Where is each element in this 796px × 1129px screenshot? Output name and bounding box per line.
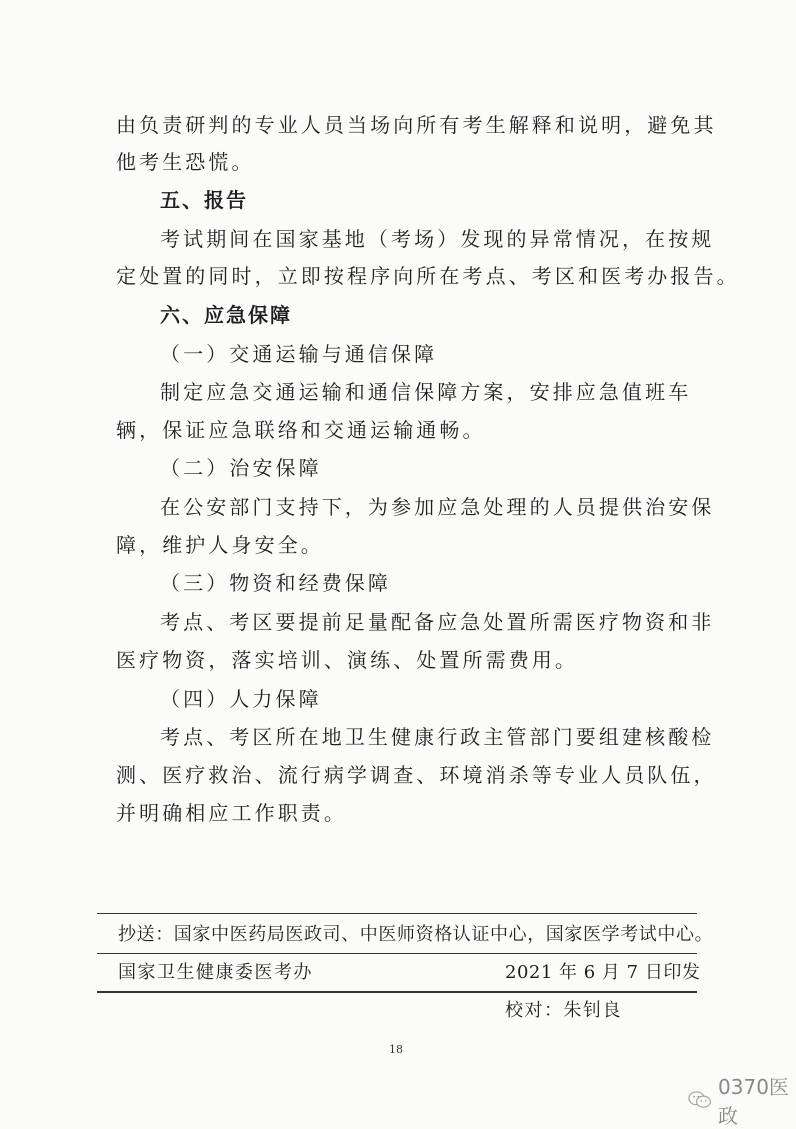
subheading-security: （二）治安保障 (160, 456, 322, 480)
section-heading-report: 五、报告 (160, 188, 248, 212)
issue-date: 2021 年 6 月 7 日印发 (505, 962, 701, 983)
page-number: 18 (389, 1043, 403, 1056)
body-line: 由负责研判的专业人员当场向所有考生解释和说明，避免其 (116, 113, 717, 137)
body-line: 医疗物资，落实培训、演练、处置所需费用。 (116, 648, 578, 672)
divider (97, 953, 697, 954)
subheading-manpower: （四）人力保障 (160, 687, 322, 711)
cc-list: 抄送：国家中医药局医政司、中医师资格认证中心，国家医学考试中心。 (118, 924, 714, 945)
body-line: 障，维护人身安全。 (116, 533, 324, 557)
divider (97, 991, 697, 993)
body-line: 定处置的同时，立即按程序向所在考点、考区和医考办报告。 (116, 264, 740, 288)
subheading-supplies: （三）物资和经费保障 (160, 571, 391, 595)
divider (97, 913, 697, 914)
body-line: 考点、考区要提前足量配备应急处置所需医疗物资和非 (160, 610, 715, 634)
body-line: 他考生恐慌。 (116, 150, 255, 174)
body-line: 在公安部门支持下，为参加应急处理的人员提供治安保 (160, 495, 715, 519)
body-line: 测、医疗救治、流行病学调查、环境消杀等专业人员队伍， (116, 763, 717, 787)
issuer: 国家卫生健康委医考办 (118, 962, 313, 983)
body-line: 辆，保证应急联络和交通运输通畅。 (116, 418, 486, 442)
section-heading-emergency: 六、应急保障 (160, 303, 292, 327)
subheading-transport: （一）交通运输与通信保障 (160, 342, 438, 366)
body-line: 考试期间在国家基地（考场）发现的异常情况，在按规 (160, 227, 715, 251)
watermark-text: 0370医政 (718, 1075, 789, 1128)
body-line: 制定应急交通运输和通信保障方案，安排应急值班车 (160, 380, 692, 404)
body-line: 考点、考区所在地卫生健康行政主管部门要组建核酸检 (160, 725, 715, 749)
proofreader: 校对：朱钊良 (505, 1000, 622, 1021)
watermark (688, 1071, 796, 1129)
body-line: 并明确相应工作职责。 (116, 801, 347, 825)
wechat-icon (688, 1089, 712, 1111)
